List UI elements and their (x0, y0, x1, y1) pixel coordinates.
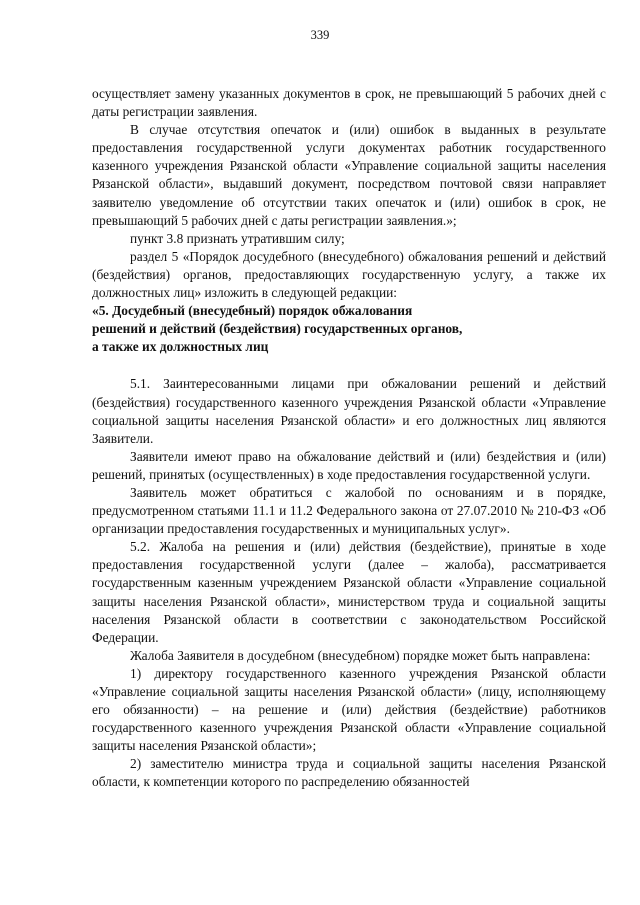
paragraph-recipient-1: 1) директору государственного казенного учреждения Рязанской области «Управление социальной защиты населения Рязанской области» (лицу, исполняющему его обязанности) – на решение и (или) действия (бездействие) работников государственного казенного учреждения Рязанской области «Управление социальной защиты населения Рязанской области»; (92, 665, 606, 754)
paragraph-recipient-2: 2) заместителю министра труда и социальной защиты населения Рязанской области, к компетенции которого по распределению обязанностей (92, 756, 606, 790)
document-body (92, 85, 606, 792)
paragraph-5-1: 5.1. Заинтересованными лицами при обжаловании решений и действий (бездействия) государственного казенного учреждения Рязанской области «Управление социальной защиты населения Рязанской области» и его должностных лиц являются Заявители. (92, 376, 606, 446)
paragraph-clause-3-8: пункт 3.8 признать утратившим силу; (130, 230, 345, 246)
section-heading-line-1: «5. Досудебный (внесудебный) порядок обжалования (92, 303, 413, 319)
section-heading-line-3: а также их должностных лиц (92, 339, 269, 355)
paragraph-continuation: осуществляет замену указанных документов в срок, не превышающий 5 рабочих дней с даты регистрации заявления. (92, 86, 606, 120)
section-heading (92, 302, 606, 356)
paragraph-5-2: 5.2. Жалоба на решения и (или) действия (бездействие), принятые в ходе предоставления государственной услуги (далее – жалоба), рассматривается государственным казенным учреждением Рязанской области «Управление социальной защиты населения Рязанской области», министерством труда и социальной защиты населения Рязанской области в соответствии с законодательством Российской Федерации. (92, 539, 606, 645)
page-number: 339 (310, 28, 330, 42)
paragraph-complaint-grounds: Заявитель может обратиться с жалобой по основаниям и в порядке, предусмотренном статьями 11.1 и 11.2 Федерального закона от 27.07.2010 № 210-ФЗ «Об организации предоставления государственных и муниципальных услуг». (92, 484, 606, 537)
paragraph-section-5-intro: раздел 5 «Порядок досудебного (внесудебного) обжалования решений и действий (бездействия) органов, предоставляющих государственную услугу, а также их должностных лиц» изложить в следующей редакции: (92, 248, 606, 301)
paragraph-applicant-rights: Заявители имеют право на обжалование действий и (или) бездействия и (или) решений, принятых (осуществленных) в ходе предоставления государственной услуги. (92, 448, 606, 482)
section-heading-line-2: решений и действий (бездействия) государственных органов, (92, 321, 463, 337)
paragraph-no-errors-notice: В случае отсутствия опечаток и (или) ошибок в выданных в результате предоставления государственной услуги документах работник государственного казенного учреждения Рязанской области «Управление социальной защиты населения Рязанской области», выдавший документ, посредством почтовой связи направляет заявителю уведомление об отсутствии таких опечаток и (или) ошибок в срок, не превышающий 5 рабочих дней с даты регистрации заявления.»; (92, 122, 606, 228)
paragraph-complaint-recipients: Жалоба Заявителя в досудебном (внесудебном) порядке может быть направлена: (130, 647, 591, 663)
